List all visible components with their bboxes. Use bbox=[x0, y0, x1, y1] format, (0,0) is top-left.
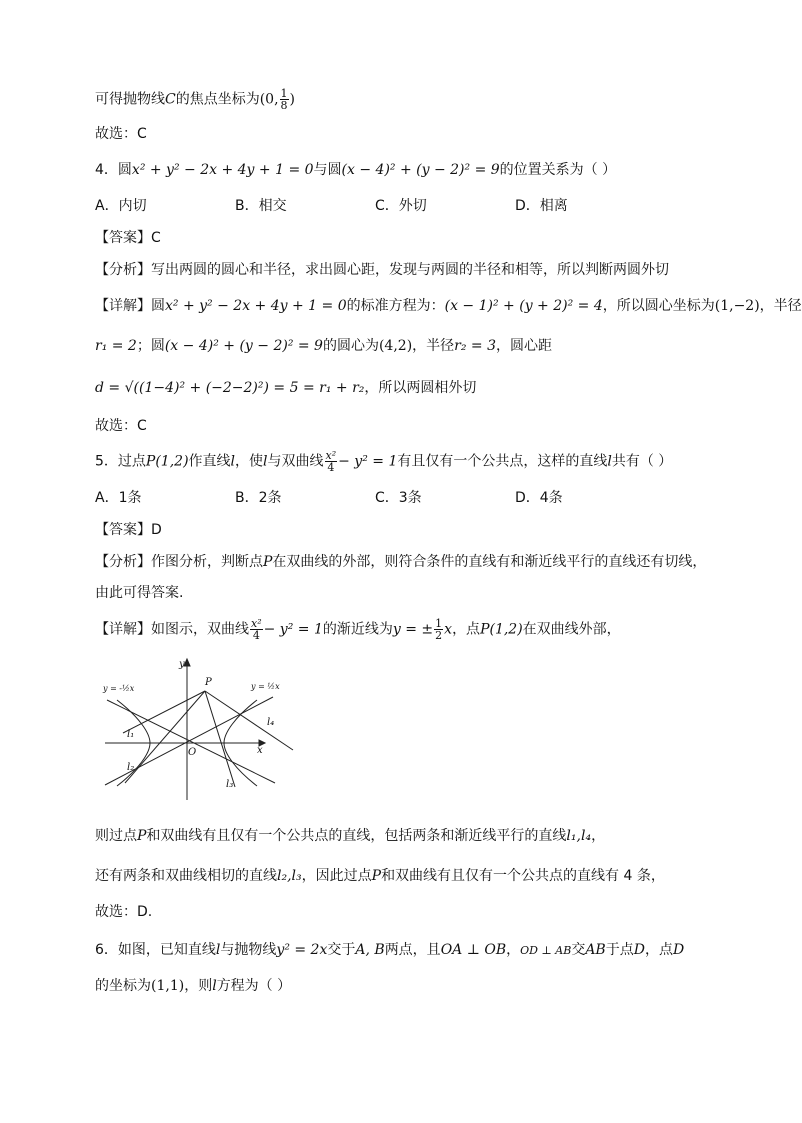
line-l2 bbox=[125, 691, 205, 783]
text: 作图分析，判断点 bbox=[151, 554, 263, 570]
math: l bbox=[215, 942, 221, 958]
text: 和双曲线有且仅有一个公共点的直线，包括两条和渐近线平行的直线 bbox=[146, 828, 567, 844]
text: ，圆心距 bbox=[496, 338, 553, 354]
q6-stem-2 bbox=[95, 976, 291, 996]
l4-label: l₄ bbox=[267, 717, 275, 728]
axis-x-label: x bbox=[257, 745, 263, 756]
math: y² = 2x bbox=[276, 942, 328, 958]
text: ，点 bbox=[644, 942, 673, 958]
text: ，所以圆心坐标为 bbox=[602, 298, 715, 314]
q4-detail-1 bbox=[95, 296, 802, 316]
fraction bbox=[434, 618, 443, 641]
text: 可得抛物线 bbox=[95, 91, 165, 108]
math: l bbox=[212, 978, 217, 994]
text: ，半径 bbox=[759, 298, 802, 314]
l2-label: l₂ bbox=[127, 762, 135, 773]
hyperbola-figure bbox=[95, 655, 305, 805]
option-a: A．1条 bbox=[95, 490, 142, 506]
text: 的位置关系为（ ） bbox=[499, 162, 617, 178]
numerator: 1 bbox=[280, 87, 288, 100]
q5-options bbox=[95, 488, 655, 508]
text: 作直线 bbox=[188, 453, 231, 470]
math: − y² = 1 bbox=[263, 621, 323, 638]
text: 交 bbox=[571, 942, 586, 958]
text: 的圆心为 bbox=[322, 338, 379, 354]
answer: C bbox=[151, 230, 161, 246]
numerator: 1 bbox=[435, 617, 443, 630]
text: 4．圆 bbox=[95, 162, 132, 178]
text: ，使 bbox=[235, 453, 264, 470]
text: 6．如图，已知直线 bbox=[95, 942, 216, 958]
tag: 【答案】 bbox=[95, 522, 151, 538]
q6-stem-1 bbox=[95, 940, 684, 961]
tag: 【详解】 bbox=[95, 298, 151, 314]
q5-detail bbox=[95, 618, 621, 641]
q5-analysis-2: 由此可得答案. bbox=[95, 585, 184, 601]
text: 在双曲线外部， bbox=[522, 621, 621, 638]
math: (x − 4)² + (y − 2)² = 9 bbox=[164, 338, 323, 354]
option-a: A．内切 bbox=[95, 198, 147, 214]
math: (4,2) bbox=[378, 338, 413, 354]
text: ，点 bbox=[452, 621, 481, 638]
text: 的渐近线为 bbox=[322, 621, 393, 638]
math: D bbox=[633, 942, 645, 958]
fraction bbox=[280, 88, 289, 111]
math: y = ± bbox=[392, 621, 434, 638]
text: 的坐标为 bbox=[95, 978, 151, 994]
q5-conclusion-2 bbox=[95, 866, 665, 886]
choice-line: 故选：C bbox=[95, 126, 147, 142]
answer: D bbox=[151, 522, 162, 538]
tag: 【详解】 bbox=[95, 621, 151, 638]
text: ，半径 bbox=[412, 338, 455, 354]
option-b: B．2条 bbox=[235, 490, 282, 506]
text: 于点 bbox=[605, 942, 634, 958]
q5-analysis-1 bbox=[95, 552, 706, 572]
asym-left-label: y = -½x bbox=[103, 684, 135, 693]
text: 在双曲线的外部，则符合条件的直线有和渐近线平行的直线还有切线， bbox=[272, 554, 707, 570]
denominator: 8 bbox=[280, 99, 288, 112]
math: (1,−2) bbox=[714, 298, 760, 314]
q4-answer bbox=[95, 228, 161, 248]
text: ， bbox=[506, 942, 521, 958]
text: ， bbox=[591, 828, 606, 844]
q5-answer bbox=[95, 520, 162, 540]
text: 则过点 bbox=[95, 828, 137, 844]
text: 如图示，双曲线 bbox=[151, 621, 249, 638]
origin-label: O bbox=[188, 747, 197, 758]
math: l bbox=[230, 453, 236, 470]
math: P bbox=[371, 868, 382, 884]
math: d = √((1−4)² + (−2−2)²) = 5 = r₁ + r₂ bbox=[95, 380, 365, 396]
y-axis-arrow bbox=[184, 659, 190, 666]
tag: 【分析】 bbox=[95, 554, 151, 570]
tag: 【答案】 bbox=[95, 230, 151, 246]
math: A, B bbox=[355, 942, 385, 958]
q4-options bbox=[95, 196, 655, 216]
q5-conclusion-1 bbox=[95, 826, 605, 846]
focus-line bbox=[95, 88, 295, 111]
option-b: B．相交 bbox=[235, 198, 287, 214]
line-l4 bbox=[205, 691, 293, 750]
axis-y-label: y bbox=[179, 659, 185, 670]
q4-analysis bbox=[95, 260, 669, 280]
math: P bbox=[137, 828, 147, 844]
math: r₂ = 3 bbox=[454, 338, 497, 354]
math: P(1,2) bbox=[145, 453, 189, 470]
text: 与抛物线 bbox=[220, 942, 277, 958]
math: l bbox=[607, 453, 612, 470]
math: (x − 4)² + (y − 2)² = 9 bbox=[341, 162, 500, 178]
l1-label: l₁ bbox=[127, 729, 135, 740]
text: 的焦点坐标为 bbox=[175, 91, 260, 108]
text: 5．过点 bbox=[95, 453, 146, 470]
denominator: 2 bbox=[435, 629, 443, 642]
q5-stem bbox=[95, 450, 672, 473]
math: l₁,l₄ bbox=[566, 828, 592, 844]
math: P bbox=[263, 554, 273, 570]
option-c: C．3条 bbox=[375, 490, 422, 506]
math: − y² = 1 bbox=[338, 453, 398, 470]
math: (x − 1)² + (y + 2)² = 4 bbox=[444, 298, 603, 314]
math: (1,1) bbox=[151, 978, 185, 994]
math: l bbox=[263, 453, 268, 470]
math: x² + y² − 2x + 4y + 1 = 0 bbox=[165, 298, 347, 314]
asym-right-label: y = ½x bbox=[251, 682, 280, 691]
text: 共有（ ） bbox=[611, 453, 673, 470]
math: OD ⊥ AB bbox=[520, 944, 572, 957]
choice-line: 故选：C bbox=[95, 418, 147, 434]
text: 与圆 bbox=[313, 162, 342, 178]
point-p-label: P bbox=[205, 677, 212, 688]
math: r₁ = 2 bbox=[95, 338, 137, 354]
text: 方程为（ ） bbox=[216, 978, 292, 994]
math: l₂,l₃ bbox=[277, 868, 302, 884]
text: ，所以两圆相外切 bbox=[364, 380, 477, 396]
q4-detail-3 bbox=[95, 378, 476, 398]
numerator: x² bbox=[251, 617, 262, 630]
text: ；圆 bbox=[136, 338, 165, 354]
text: 圆 bbox=[151, 298, 165, 314]
l3-label: l₃ bbox=[226, 779, 234, 790]
text: 的标准方程为： bbox=[346, 298, 445, 314]
tag: 【分析】 bbox=[95, 262, 151, 278]
text: ，因此过点 bbox=[301, 868, 372, 884]
option-d: D．相离 bbox=[515, 198, 568, 214]
math: (0, bbox=[259, 91, 279, 108]
text: 两点，且 bbox=[384, 942, 441, 958]
numerator: x² bbox=[325, 449, 337, 462]
denominator: 4 bbox=[252, 629, 260, 642]
fraction bbox=[250, 618, 263, 641]
q4-detail-2 bbox=[95, 336, 552, 356]
fraction bbox=[325, 450, 338, 473]
line-l1 bbox=[123, 691, 205, 733]
denominator: 4 bbox=[327, 461, 335, 474]
math: P(1,2) bbox=[480, 621, 523, 638]
option-c: C．外切 bbox=[375, 198, 427, 214]
math: AB bbox=[585, 942, 606, 958]
math: ) bbox=[289, 91, 296, 108]
math-var: C bbox=[165, 91, 176, 108]
line-l3 bbox=[205, 691, 235, 787]
text: 和双曲线有且仅有一个公共点的直线有 4 条， bbox=[381, 868, 665, 884]
text: 还有两条和双曲线相切的直线 bbox=[95, 868, 277, 884]
text: 有且仅有一个公共点，这样的直线 bbox=[397, 453, 608, 470]
q4-stem bbox=[95, 160, 616, 180]
text: 交于 bbox=[327, 942, 356, 958]
math: x² + y² − 2x + 4y + 1 = 0 bbox=[131, 162, 314, 178]
text: 与双曲线 bbox=[267, 453, 324, 470]
math: D bbox=[672, 942, 685, 958]
option-d: D．4条 bbox=[515, 490, 563, 506]
math: x bbox=[444, 621, 453, 638]
text: 写出两圆的圆心和半径，求出圆心距，发现与两圆的半径和相等，所以判断两圆外切 bbox=[151, 262, 669, 278]
math: OA ⊥ OB bbox=[440, 942, 507, 958]
choice-line: 故选：D. bbox=[95, 904, 153, 920]
text: ，则 bbox=[184, 978, 213, 994]
